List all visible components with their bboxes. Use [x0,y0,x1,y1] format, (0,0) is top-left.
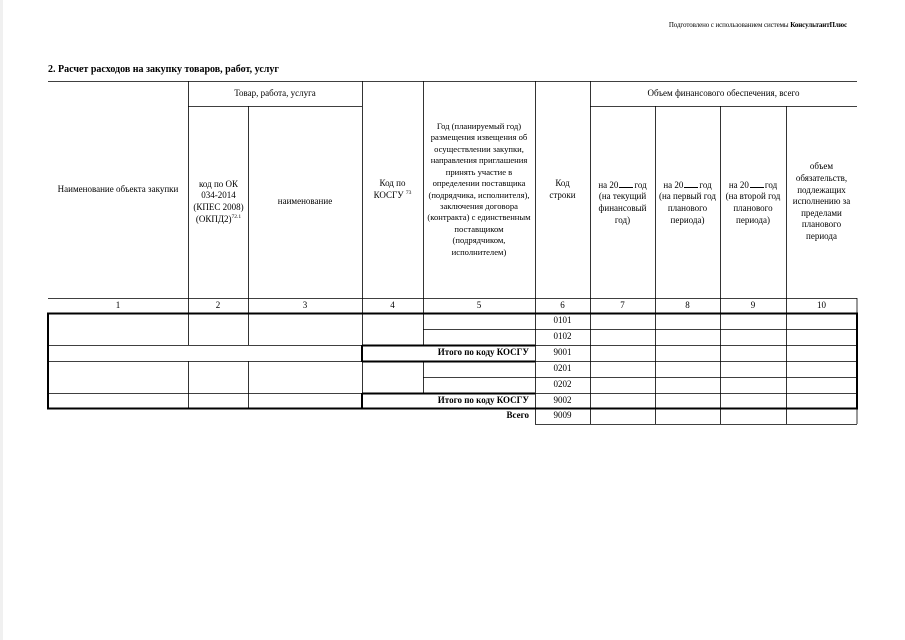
column-number: 1 [115,299,121,310]
subtotal-label: Итого по коду КОСГУ [437,347,529,358]
header-col10: объем обязательств, подлежащих исполнению за пределами планового периода [792,161,851,241]
header-col7: на 20 год (на текущий финансовый год) [598,179,647,225]
header-goods-name: наименование [277,196,333,207]
column-number: 6 [560,299,565,310]
row-code: 0102 [553,331,572,342]
header-object-name: Наименование объекта закупки [57,183,179,194]
column-number: 7 [620,299,625,310]
year-blank [750,178,764,188]
column-number: 5 [476,299,482,310]
header-financing-group: Объем финансового обеспечения, всего [647,87,800,98]
row-code: 9002 [553,394,572,405]
subtotal-label: Итого по коду КОСГУ [437,394,529,405]
row-code: 0101 [553,315,572,326]
header-kosgu-code: Код по КОСГУ $^{73}$ [373,177,412,200]
header-row-code: Код строки [549,177,576,200]
year-blank [619,178,633,188]
section-title: 2. Расчет расходов на закупку товаров, работ, услуг [48,64,279,75]
year-blank [684,178,698,188]
row-code: 0202 [553,379,572,390]
column-number: 2 [215,299,221,310]
column-number: 9 [750,299,756,310]
row-code: 0201 [553,363,572,374]
header-goods-group: Товар, работа, услуга [234,87,316,98]
column-number: 3 [302,299,308,310]
header-col8: на 20 год (на первый год планового периода) [658,179,717,225]
total-label: Всего [506,410,529,421]
column-number: 4 [390,299,395,310]
header-col9: на 20 год (на второй год планового периода) [725,179,781,225]
row-code: 9009 [553,410,572,421]
header-okpd-code: код по ОК 034-2014 (КПЕС 2008) (ОКПД2)$^{72.1}$ [193,178,244,224]
header-year: Год (планируемый год) размещения извещения об осуществлении закупки, направления приглашения принять участие в определении поставщика (подрядчика, исполнителя), заключения договора (контракта) с единственным поставщиком (подрядчиком, исполнителем) [427,121,531,257]
row-code: 9001 [553,347,572,358]
column-number: 8 [685,299,690,310]
prepared-by-note: Подготовлено с использованием системы КонсультантПлюс [668,21,847,29]
column-number: 10 [817,299,826,310]
